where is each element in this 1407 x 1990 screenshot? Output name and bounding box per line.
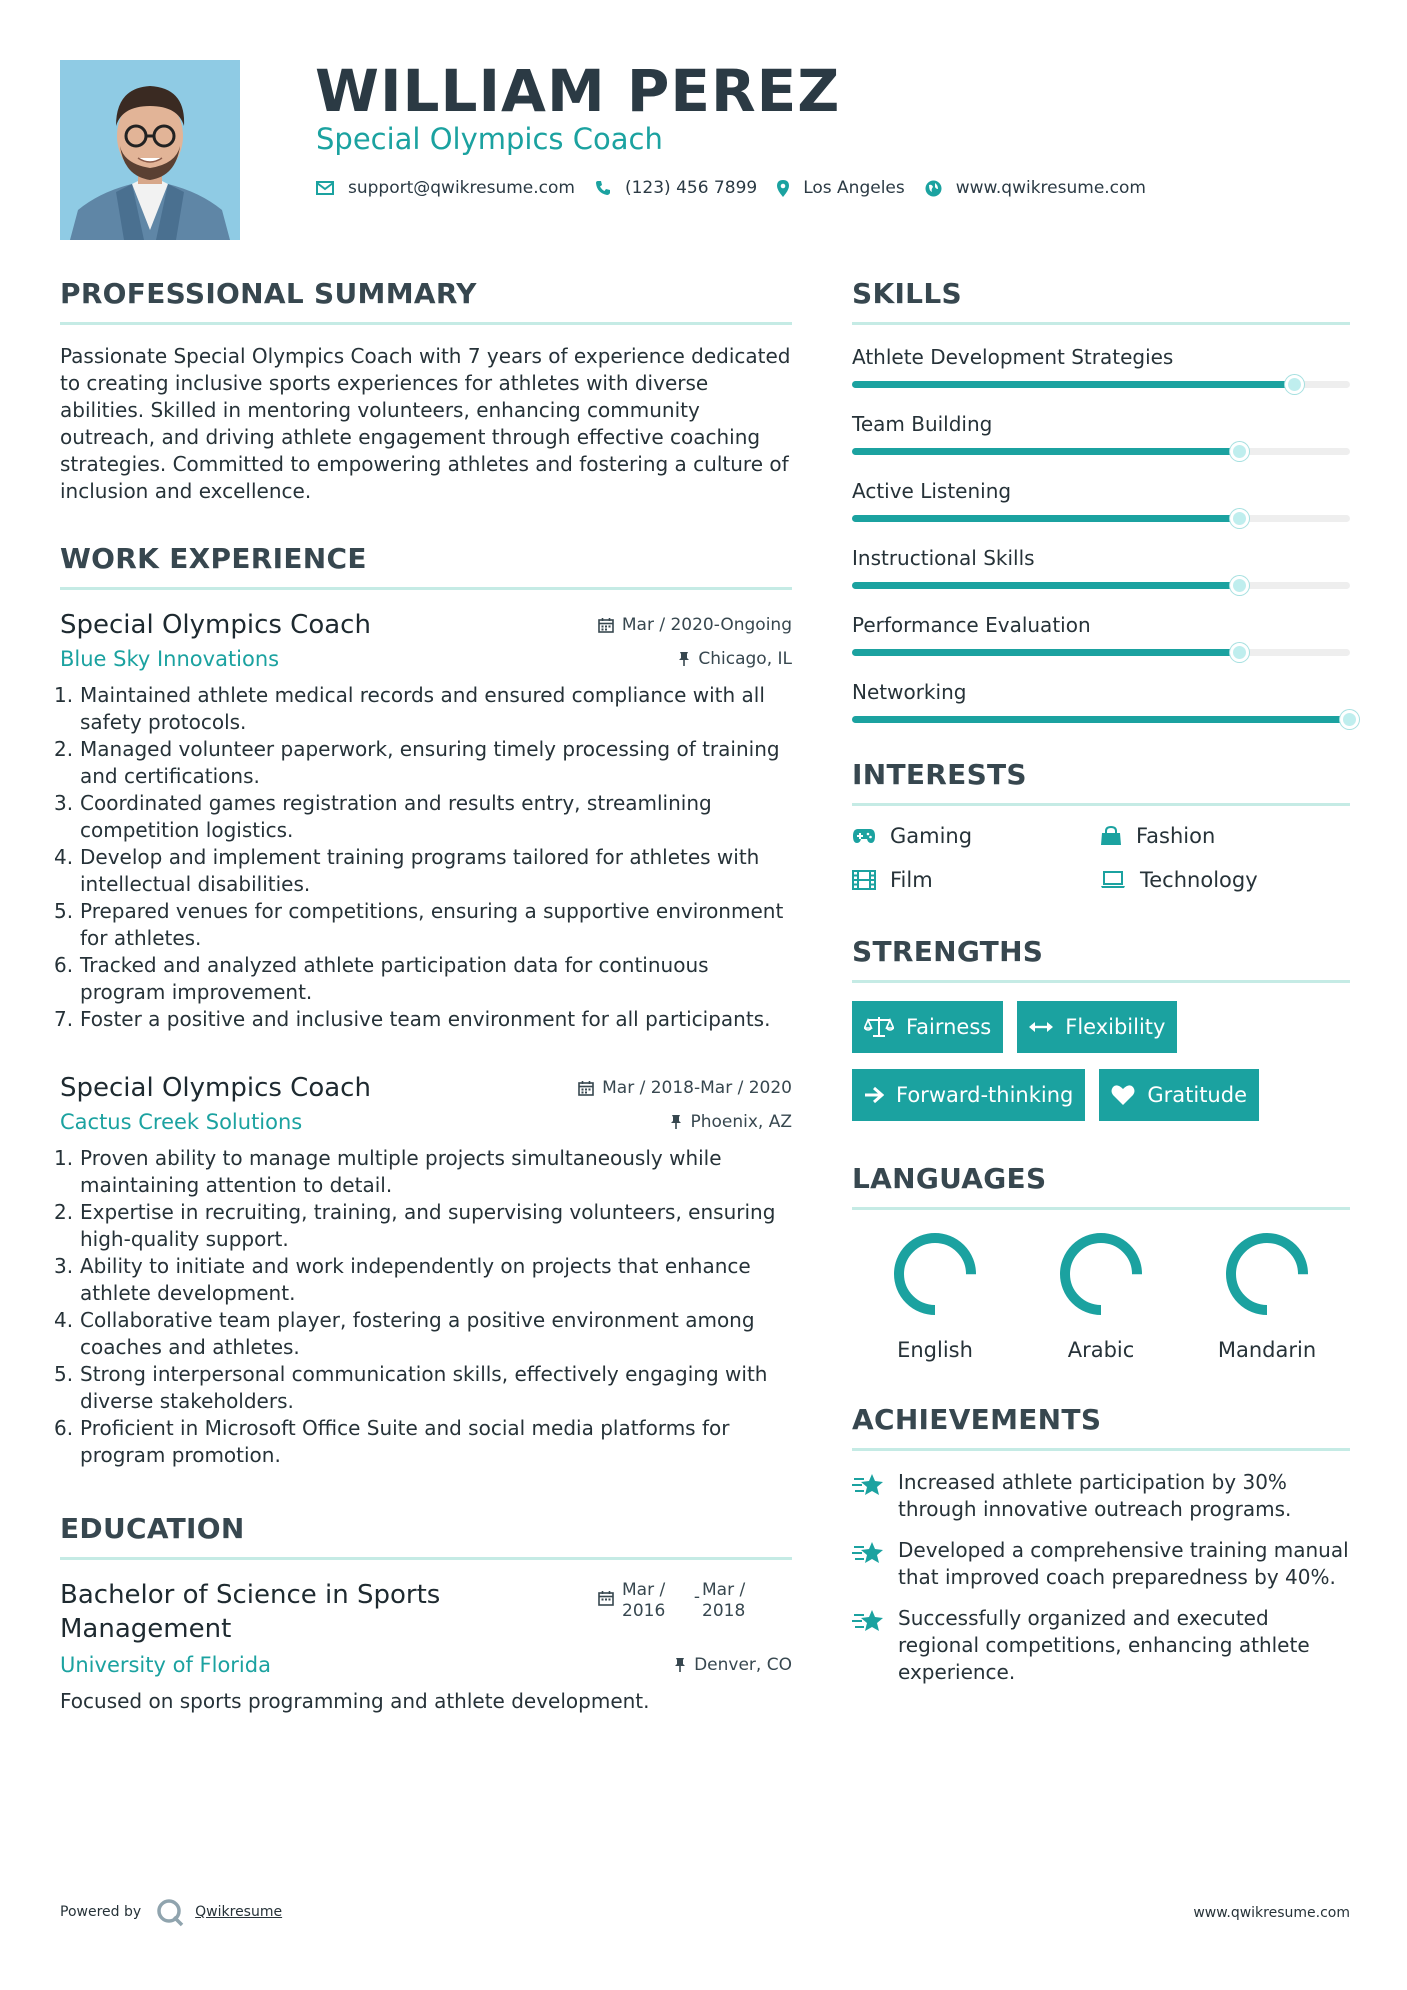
achievement-text: Developed a comprehensive training manual that improved coach preparedness by 40%. <box>898 1538 1349 1589</box>
interest-technology <box>1100 868 1350 892</box>
candidate-name: WILLIAM PEREZ <box>315 57 841 125</box>
skill-name: Athlete Development Strategies <box>852 345 1174 369</box>
language-ring-arc <box>899 1238 971 1310</box>
language-name: Mandarin <box>1217 1338 1317 1362</box>
languages-section <box>852 1157 1350 1364</box>
list-item: 2. Managed volunteer paperwork, ensuring timely processing of training and certifications. <box>54 737 780 788</box>
skill-item <box>852 544 1350 589</box>
experience-heading: WORK EXPERIENCE <box>60 537 792 590</box>
job-title: Special Olympics Coach <box>60 1073 371 1103</box>
map-marker-icon <box>777 180 789 197</box>
list-item: 3. Coordinated games registration and results entry, streamlining competition logistics. <box>54 791 712 842</box>
skill-item <box>852 410 1350 455</box>
contact-website[interactable] <box>925 178 1146 198</box>
list-item: 6. Tracked and analyzed athlete participation data for continuous program improvement. <box>54 953 709 1004</box>
interests-section <box>852 753 1350 892</box>
arrow-right-icon <box>864 1086 884 1104</box>
interest-label: Gaming <box>890 824 973 848</box>
skill-bar <box>852 381 1350 388</box>
film-icon <box>852 870 876 890</box>
education-location <box>674 1655 792 1675</box>
education-start: Mar / 2016 <box>622 1580 666 1621</box>
list-item: 4. Collaborative team player, fostering a positive environment among coaches and athletes. <box>54 1308 755 1359</box>
skill-bar-knob <box>1230 442 1249 461</box>
strengths-section <box>852 930 1350 1121</box>
skill-bar-fill <box>852 649 1240 656</box>
contact-phone[interactable] <box>595 178 757 198</box>
strength-label: Fairness <box>906 1015 992 1039</box>
language-ring-arc <box>1065 1238 1137 1310</box>
calendar-icon <box>598 617 614 633</box>
skill-bar-fill <box>852 716 1350 723</box>
job-entry-1 <box>54 608 792 1033</box>
language-level-ring <box>889 1228 981 1320</box>
job-entry-2 <box>54 1071 792 1469</box>
education-heading: EDUCATION <box>60 1507 792 1560</box>
achievement-text: Increased athlete participation by 30% through innovative outreach programs. <box>898 1470 1292 1521</box>
gamepad-icon <box>852 828 876 844</box>
strength-label: Gratitude <box>1147 1083 1247 1107</box>
shooting-star-icon <box>852 1471 886 1499</box>
skill-bar-fill <box>852 381 1295 388</box>
interest-label: Film <box>890 868 933 892</box>
job-bullets <box>54 682 792 1033</box>
skill-bar-knob <box>1230 509 1249 528</box>
language-name: Arabic <box>1067 1338 1135 1362</box>
calendar-icon <box>598 1590 614 1606</box>
balance-scale-icon <box>864 1016 894 1038</box>
strength-tag-flexibility <box>1017 1001 1177 1053</box>
list-item: 4. Develop and implement training programs tailored for athletes with intellectual disabilities. <box>54 845 760 896</box>
skill-bar <box>852 649 1350 656</box>
contact-bar <box>316 178 1166 198</box>
interest-fashion <box>1100 824 1350 848</box>
heart-icon <box>1111 1084 1135 1106</box>
skill-bar-knob <box>1340 710 1359 729</box>
contact-location-text: Los Angeles <box>803 178 905 198</box>
profile-photo <box>60 60 240 240</box>
job-location <box>678 649 792 669</box>
skill-bar <box>852 716 1350 723</box>
skill-item <box>852 678 1350 723</box>
contact-email[interactable] <box>316 178 575 198</box>
interest-gaming <box>852 824 1100 848</box>
job-dates <box>598 615 792 635</box>
company-name: Cactus Creek Solutions <box>60 1110 303 1134</box>
summary-section <box>60 272 792 505</box>
education-dates <box>598 1580 772 1646</box>
skill-bar-knob <box>1230 576 1249 595</box>
job-location <box>670 1112 792 1132</box>
language-level-ring <box>1055 1228 1147 1320</box>
languages-heading: LANGUAGES <box>852 1157 1350 1210</box>
language-item <box>852 1228 1018 1364</box>
list-item: 1. Maintained athlete medical records and ensured compliance with all safety protocols. <box>54 683 765 734</box>
footer-website[interactable]: www.qwikresume.com <box>1193 1905 1350 1921</box>
qwikresume-logo-icon <box>155 1897 185 1927</box>
strength-tag-forward-thinking <box>852 1069 1085 1121</box>
laptop-icon <box>1100 871 1126 889</box>
achievements-heading: ACHIEVEMENTS <box>852 1398 1350 1451</box>
skill-bar <box>852 582 1350 589</box>
interest-label: Technology <box>1140 868 1258 892</box>
skill-bar-fill <box>852 582 1240 589</box>
summary-heading: PROFESSIONAL SUMMARY <box>60 272 792 325</box>
strength-tag-fairness <box>852 1001 1003 1053</box>
list-item: 3. Ability to initiate and work independently on projects that enhance athlete development. <box>54 1254 751 1305</box>
envelope-icon <box>316 181 334 195</box>
job-bullets <box>54 1145 792 1469</box>
skill-item <box>852 611 1350 656</box>
skill-name: Performance Evaluation <box>852 613 1091 637</box>
education-location-text: Denver, CO <box>694 1655 792 1675</box>
job-dates <box>578 1078 792 1098</box>
education-description: Focused on sports programming and athlete development. <box>60 1689 650 1713</box>
job-dates-text: Mar / 2020-Ongoing <box>621 615 792 635</box>
list-item: 6. Proficient in Microsoft Office Suite and social media platforms for program promotion. <box>54 1416 730 1467</box>
skill-name: Networking <box>852 680 967 704</box>
left-column <box>54 272 792 1715</box>
education-date-separator: - <box>693 1587 701 1607</box>
achievement-item <box>852 1537 1350 1591</box>
arrows-horizontal-icon <box>1029 1020 1053 1034</box>
shooting-star-icon <box>852 1539 886 1567</box>
achievement-text: Successfully organized and executed regional competitions, enhancing athlete experience. <box>898 1606 1310 1684</box>
contact-phone-text: (123) 456 7899 <box>624 178 758 198</box>
education-section <box>60 1507 792 1715</box>
education-end: Mar / 2018 <box>702 1580 746 1621</box>
skill-bar-fill <box>852 515 1240 522</box>
list-item: 1. Proven ability to manage multiple projects simultaneously while maintaining attention to detail. <box>54 1146 722 1197</box>
shooting-star-icon <box>852 1607 886 1635</box>
language-item <box>1018 1228 1184 1364</box>
strengths-heading: STRENGTHS <box>852 930 1350 983</box>
skill-bar <box>852 515 1350 522</box>
skill-name: Instructional Skills <box>852 546 1035 570</box>
interest-label: Fashion <box>1136 824 1216 848</box>
language-ring-arc <box>1231 1238 1303 1310</box>
skills-section <box>852 272 1350 723</box>
powered-by-text: Powered by <box>60 1904 142 1920</box>
skill-name: Team Building <box>852 412 993 436</box>
list-item: 7. Foster a positive and inclusive team environment for all participants. <box>54 1007 771 1031</box>
skill-bar-fill <box>852 448 1240 455</box>
school-name: University of Florida <box>60 1653 271 1677</box>
achievement-item <box>852 1469 1350 1523</box>
footer-powered-by <box>60 1897 282 1927</box>
skill-item <box>852 343 1350 388</box>
right-column <box>852 272 1350 1700</box>
strength-tag-gratitude <box>1099 1069 1259 1121</box>
calendar-icon <box>578 1080 594 1096</box>
skill-bar <box>852 448 1350 455</box>
degree-title: Bachelor of Science in Sports Management <box>60 1580 441 1644</box>
job-location-text: Chicago, IL <box>698 649 792 669</box>
skill-item <box>852 477 1350 522</box>
interests-heading: INTERESTS <box>852 753 1350 806</box>
company-name: Blue Sky Innovations <box>60 647 280 671</box>
contact-website-text: www.qwikresume.com <box>955 178 1146 198</box>
skill-bar-knob <box>1285 375 1304 394</box>
skill-bar-knob <box>1230 643 1249 662</box>
phone-icon <box>595 180 611 196</box>
brand-link[interactable]: Qwikresume <box>195 1904 283 1920</box>
job-location-text: Phoenix, AZ <box>690 1112 792 1132</box>
contact-email-text: support@qwikresume.com <box>348 178 575 198</box>
interest-film <box>852 868 1100 892</box>
pushpin-icon <box>670 1114 682 1130</box>
candidate-role: Special Olympics Coach <box>316 122 663 156</box>
achievements-section <box>852 1398 1350 1686</box>
contact-location <box>777 178 905 198</box>
experience-section <box>54 537 792 1469</box>
job-title: Special Olympics Coach <box>60 610 371 640</box>
list-item: 5. Prepared venues for competitions, ensuring a supportive environment for athletes. <box>54 899 784 950</box>
language-item <box>1184 1228 1350 1364</box>
summary-text: Passionate Special Olympics Coach with 7 years of experience dedicated to creating inclusive sports experiences for athletes with diverse abilities. Skilled in mentoring volunteers, enhancing community outreach, and driving athlete engagement through effective coaching strategies. Committed to empowering athletes and fostering a culture of inclusion and excellence. <box>60 344 791 503</box>
pushpin-icon <box>674 1657 686 1673</box>
language-level-ring <box>1221 1228 1313 1320</box>
person-portrait-icon <box>60 60 240 240</box>
skill-name: Active Listening <box>852 479 1012 503</box>
achievement-item <box>852 1605 1350 1686</box>
strength-label: Forward-thinking <box>896 1083 1074 1107</box>
skills-heading: SKILLS <box>852 272 1350 325</box>
list-item: 2. Expertise in recruiting, training, and supervising volunteers, ensuring high-quality support. <box>54 1200 776 1251</box>
list-item: 5. Strong interpersonal communication skills, effectively engaging with diverse stakeholders. <box>54 1362 768 1413</box>
shopping-bag-icon <box>1100 826 1122 846</box>
language-name: English <box>897 1338 973 1362</box>
job-dates-text: Mar / 2018-Mar / 2020 <box>602 1078 792 1098</box>
globe-icon <box>925 180 942 197</box>
strength-label: Flexibility <box>1065 1015 1166 1039</box>
pushpin-icon <box>678 651 690 667</box>
